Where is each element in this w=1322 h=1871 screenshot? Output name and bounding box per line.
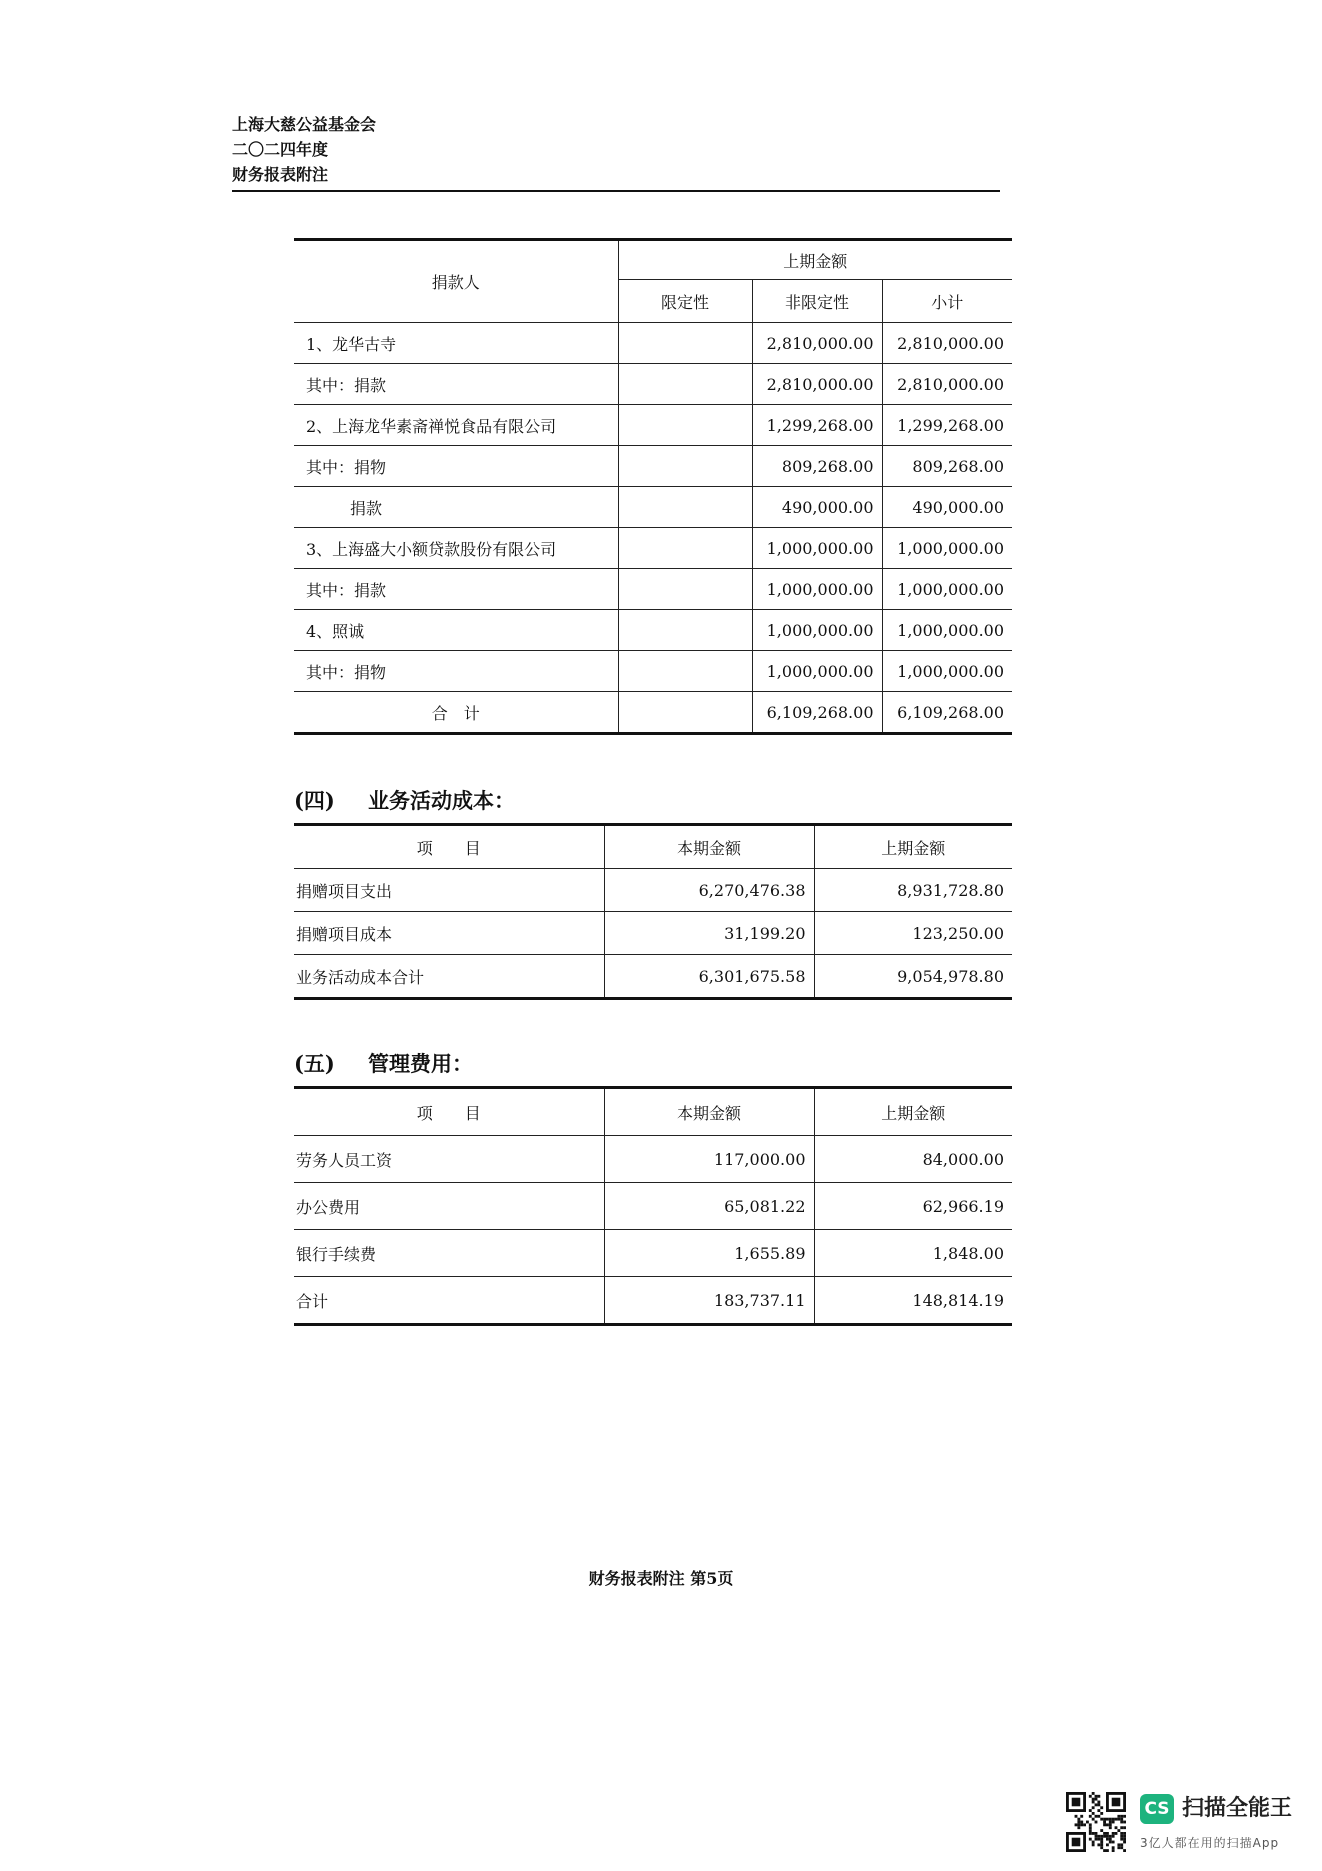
prior-amount: 123,250.00 [814,912,1012,955]
table-row [294,446,1012,487]
restricted-amount [618,692,752,734]
unrestricted-amount: 1,000,000.00 [752,569,882,610]
business-cost-table [294,823,1012,1000]
table-row [294,405,1012,446]
table-row [294,569,1012,610]
restricted-amount [618,446,752,487]
table-row [294,955,1012,999]
unrestricted-amount: 809,268.00 [752,446,882,487]
table-row [294,1230,1012,1277]
col-item: 项 目 [294,1088,604,1136]
item-label: 捐赠项目成本 [294,912,604,955]
item-label: 办公费用 [294,1183,604,1230]
prior-amount: 1,848.00 [814,1230,1012,1277]
restricted-amount [618,610,752,651]
subtotal-amount: 6,109,268.00 [897,702,1005,722]
current-amount: 183,737.11 [604,1277,814,1325]
table-row [294,323,1012,364]
current-amount: 6,301,675.58 [604,955,814,999]
donor-table [294,238,1012,735]
col-item: 项 目 [294,825,604,869]
donor-name: 捐款 [294,487,618,528]
admin-header-row [294,1088,1012,1136]
scanner-logo-icon: CS [1140,1794,1174,1824]
item-label: 合计 [294,1277,604,1325]
scanner-slogan: 3亿人都在用的扫描App [1140,1836,1280,1850]
table-row [294,869,1012,912]
donor-name: 其中：捐物 [294,446,618,487]
cost-section-title [294,785,515,815]
donor-name: 其中：捐款 [294,364,618,405]
table-row [294,651,1012,692]
unrestricted-amount: 6,109,268.00 [752,692,882,734]
restricted-amount [618,528,752,569]
donor-name: 1、龙华古寺 [294,323,618,364]
prior-amount: 148,814.19 [912,1290,1004,1310]
restricted-amount [618,651,752,692]
unrestricted-amount: 490,000.00 [752,487,882,528]
col-restricted: 限定性 [618,280,752,323]
table-row [294,1136,1012,1183]
donor-header-row [294,240,1012,280]
table-row [294,1183,1012,1230]
col-unrestricted: 非限定性 [752,280,882,323]
subtotal-amount: 490,000.00 [882,487,1012,528]
table-row [294,610,1012,651]
doc-title: 财务报表附注 [232,165,329,184]
item-label: 捐赠项目支出 [294,869,604,912]
section-title-text: 管理费用： [368,1051,473,1076]
subtotal-amount: 1,000,000.00 [882,651,1012,692]
unrestricted-amount: 2,810,000.00 [752,364,882,405]
col-current: 本期金额 [604,1088,814,1136]
donor-name: 4、照诚 [294,610,618,651]
col-donor: 捐款人 [294,240,618,323]
section-number: (五) [294,1051,335,1076]
subtotal-amount: 809,268.00 [882,446,1012,487]
org-name: 上海大慈公益基金会 [232,115,377,134]
current-amount: 117,000.00 [604,1136,814,1183]
item-label: 业务活动成本合计 [294,955,604,999]
col-prior: 上期金额 [814,1088,1012,1136]
current-amount: 31,199.20 [604,912,814,955]
current-amount: 6,270,476.38 [604,869,814,912]
admin-expense-table [294,1086,1012,1326]
donor-name: 其中：捐物 [294,651,618,692]
document-header [232,112,376,187]
unrestricted-amount: 1,000,000.00 [752,651,882,692]
table-row [294,528,1012,569]
qr-code-icon [1066,1792,1126,1852]
table-row [294,1277,1012,1325]
restricted-amount [618,364,752,405]
item-label: 银行手续费 [294,1230,604,1277]
section-title-text: 业务活动成本： [368,788,515,813]
cost-header-row [294,825,1012,869]
unrestricted-amount: 1,299,268.00 [752,405,882,446]
subtotal-amount: 1,000,000.00 [882,569,1012,610]
admin-section-title [294,1048,473,1078]
prior-amount: 62,966.19 [814,1183,1012,1230]
restricted-amount [618,405,752,446]
col-prior: 上期金额 [814,825,1012,869]
header-divider [232,190,1000,192]
donor-name: 2、上海龙华素斋禅悦食品有限公司 [294,405,618,446]
section-number: (四) [294,788,335,813]
unrestricted-amount: 1,000,000.00 [752,610,882,651]
restricted-amount [618,569,752,610]
report-year: 二〇二四年度 [232,140,329,159]
table-row [294,692,1012,734]
subtotal-amount: 1,299,268.00 [882,405,1012,446]
table-row [294,912,1012,955]
table-row [294,364,1012,405]
col-subtotal: 小计 [882,280,1012,323]
current-amount: 1,655.89 [604,1230,814,1277]
prior-amount: 9,054,978.80 [897,966,1004,986]
subtotal-amount: 2,810,000.00 [882,323,1012,364]
subtotal-amount: 2,810,000.00 [882,364,1012,405]
prior-amount: 8,931,728.80 [814,869,1012,912]
item-label: 劳务人员工资 [294,1136,604,1183]
table-row [294,487,1012,528]
page-footer: 财务报表附注 第5页 [588,1569,734,1588]
donor-name: 其中：捐款 [294,569,618,610]
restricted-amount [618,323,752,364]
restricted-amount [618,487,752,528]
scanner-app-name: 扫描全能王 [1182,1796,1293,1821]
col-group-prior: 上期金额 [618,240,1012,280]
col-current: 本期金额 [604,825,814,869]
subtotal-amount: 1,000,000.00 [882,528,1012,569]
donor-name: 3、上海盛大小额贷款股份有限公司 [294,528,618,569]
unrestricted-amount: 2,810,000.00 [752,323,882,364]
donor-name: 合 计 [294,692,618,734]
prior-amount: 84,000.00 [814,1136,1012,1183]
current-amount: 65,081.22 [604,1183,814,1230]
unrestricted-amount: 1,000,000.00 [752,528,882,569]
subtotal-amount: 1,000,000.00 [882,610,1012,651]
